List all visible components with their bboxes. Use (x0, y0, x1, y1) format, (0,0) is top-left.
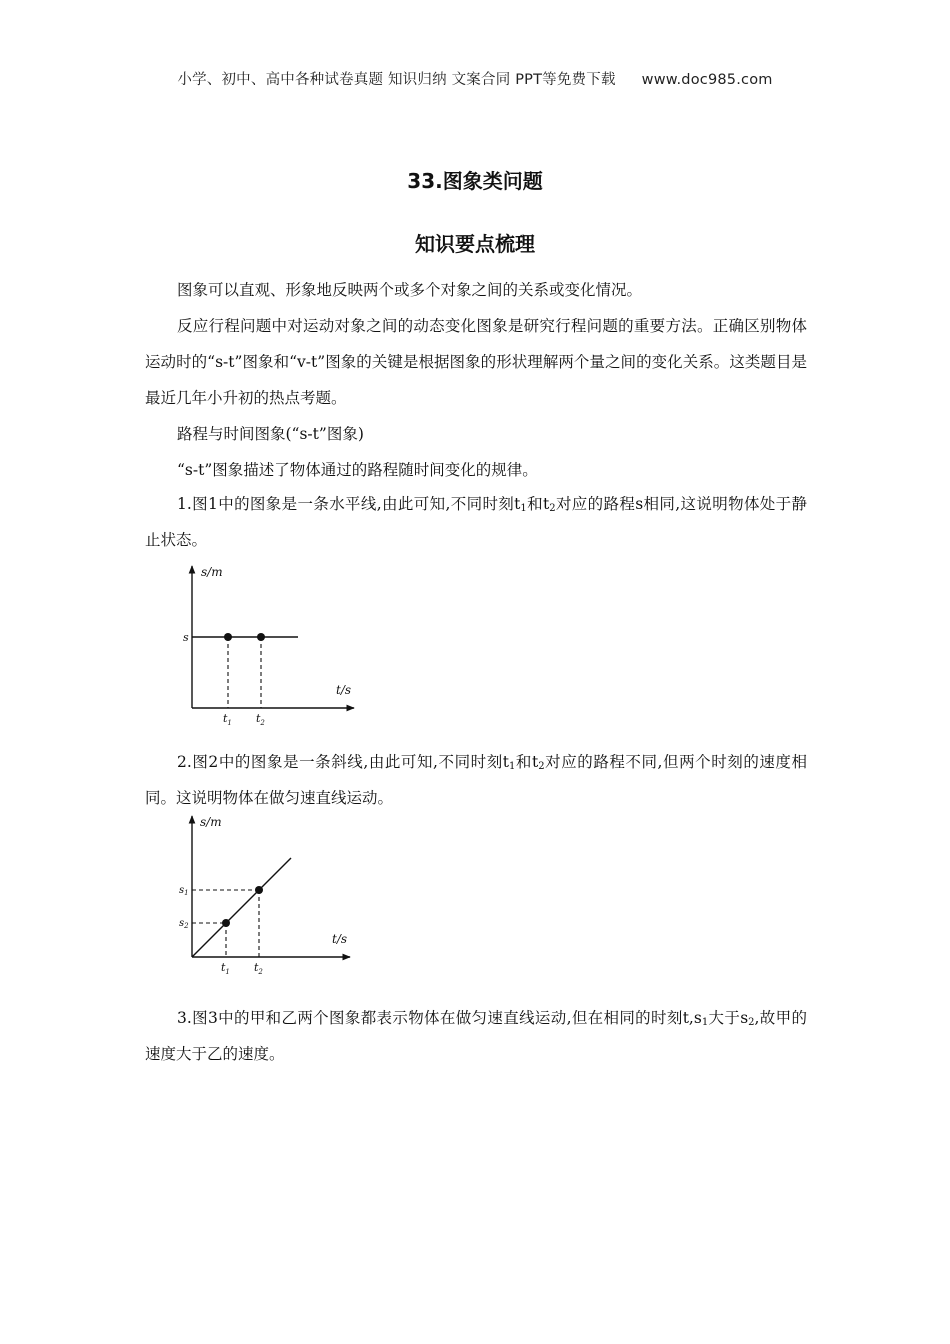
text-run: 和t (526, 495, 550, 513)
x-axis-label: t/s (332, 932, 348, 946)
paragraph-travel: 反应行程问题中对运动对象之间的动态变化图象是研究行程问题的重要方法。正确区别物体运动时的“s-t”图象和“v-t”图象的关键是根据图象的形状理解两个量之间的变化关系。这类题目是最近几年小升初的热点考题。 (145, 317, 807, 407)
y-axis-label: s/m (201, 565, 223, 579)
s1-letter: s (179, 885, 185, 896)
page-title: 33.图象类问题 (407, 169, 543, 193)
subscript: 2 (748, 1017, 755, 1028)
paragraph-intro: 图象可以直观、形象地反映两个或多个对象之间的关系或变化情况。 (177, 281, 643, 299)
paragraph-st-desc: “s-t”图象描述了物体通过的路程随时间变化的规律。 (177, 461, 538, 479)
text-run: 大于s (708, 1009, 749, 1027)
text-run: 对应的路程不同,但两个时刻的速度相同。这说明物体在做匀速直线运动。 (145, 753, 807, 807)
t2-sub: 2 (258, 968, 263, 976)
paragraph-figure1 (145, 486, 807, 558)
point-t1 (224, 633, 232, 641)
t1-sub: 1 (225, 968, 230, 976)
t1-letter: t (221, 961, 226, 974)
t1-label (223, 712, 232, 727)
t2-label (256, 712, 265, 727)
t1-letter: t (223, 712, 228, 725)
section-title: 知识要点梳理 (415, 232, 535, 256)
t1-sub: 1 (227, 719, 232, 727)
t2-letter: t (256, 712, 261, 725)
figure-1-graph (170, 560, 370, 735)
s1-sub: 1 (184, 889, 189, 897)
t2-letter: t (254, 961, 259, 974)
figure-2-graph (170, 812, 370, 980)
page-header (0, 68, 950, 89)
text-run: 和t (515, 753, 539, 771)
s2-label (179, 918, 189, 930)
s2-letter: s (179, 918, 185, 929)
x-axis-label: t/s (336, 683, 352, 697)
t2-label (254, 961, 263, 976)
t1-label (221, 961, 230, 976)
text-run: 1.图1中的图象是一条水平线,由此可知,不同时刻t (177, 495, 521, 513)
subscript: 1 (520, 503, 527, 514)
subscript: 1 (509, 761, 516, 772)
paragraph-figure2 (145, 744, 807, 816)
sloped-line (192, 858, 291, 957)
header-text: 小学、初中、高中各种试卷真题 知识归纳 文案合同 PPT等免费下载 (177, 72, 616, 88)
s1-label (179, 885, 189, 897)
paragraph-figure3 (145, 1000, 807, 1072)
y-axis-label: s/m (200, 815, 222, 829)
text-run: 3.图3中的甲和乙两个图象都表示物体在做匀速直线运动,但在相同的时刻t,s (177, 1009, 702, 1027)
subscript: 2 (549, 503, 556, 514)
text-run: ,故甲的速度大于乙的速度。 (145, 1009, 807, 1063)
header-url[interactable]: www.doc985.com (641, 72, 773, 88)
point-t1 (222, 919, 230, 927)
t2-sub: 2 (260, 719, 265, 727)
subscript: 2 (538, 761, 545, 772)
paragraph-st-heading: 路程与时间图象(“s-t”图象) (177, 425, 364, 443)
text-run: 对应的路程s相同,这说明物体处于静止状态。 (145, 495, 808, 549)
s-label: s (183, 631, 189, 644)
s2-sub: 2 (184, 922, 189, 930)
point-t2 (257, 633, 265, 641)
text-run: 2.图2中的图象是一条斜线,由此可知,不同时刻t (177, 753, 509, 771)
point-t2 (255, 886, 263, 894)
subscript: 1 (701, 1017, 709, 1028)
